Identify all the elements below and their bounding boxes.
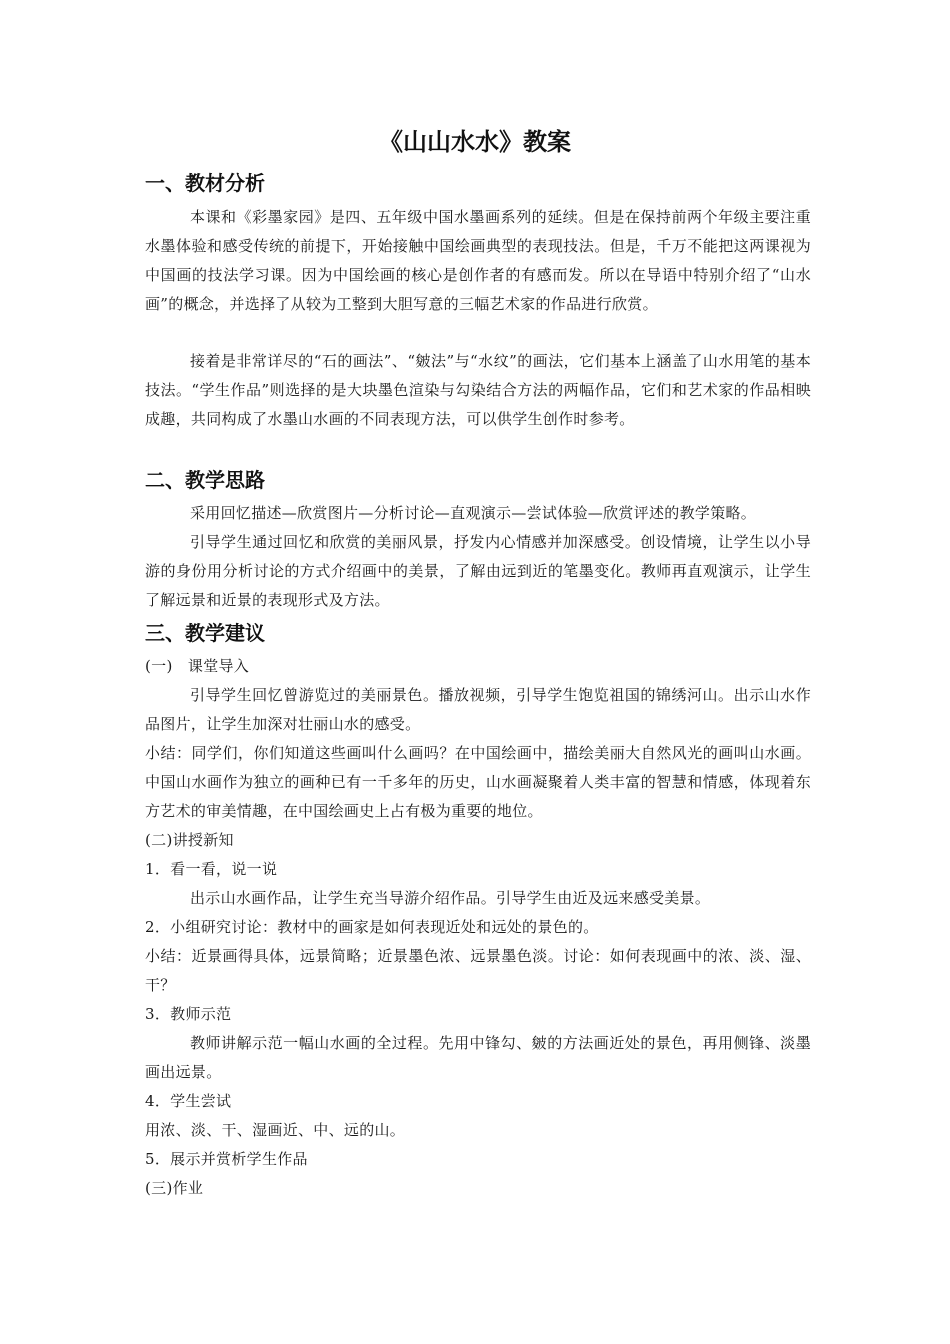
paragraph: 引导学生通过回忆和欣赏的美丽风景，抒发内心情感并加深感受。创设情境，让学生以小导游的身份用分析讨论的方式介绍画中的美景，了解由远到近的笔墨变化。教师再直观演示，让学生了解远景和近景的表现形式及方法。 xyxy=(145,533,811,609)
paragraph: 引导学生回忆曾游览过的美丽景色。播放视频，引导学生饱览祖国的锦绣河山。出示山水作品图片，让学生加深对壮丽山水的感受。 xyxy=(145,686,811,733)
list-item-text: 出示山水画作品，让学生充当导游介绍作品。引导学生由近及远来感受美景。 xyxy=(190,889,711,907)
subheading: (三)作业 xyxy=(145,1179,204,1197)
list-item: 4．学生尝试 xyxy=(145,1092,232,1110)
subheading: (一) 课堂导入 xyxy=(145,657,250,675)
summary-paragraph: 小结：近景画得具体，远景简略；近景墨色浓、远景墨色淡。讨论：如何表现画中的浓、淡、湿、干？ xyxy=(145,947,811,994)
list-item-text: 教师讲解示范一幅山水画的全过程。先用中锋勾、皴的方法画近处的景色，再用侧锋、淡墨画出远景。 xyxy=(145,1034,811,1081)
paragraph: 采用回忆描述—欣赏图片—分析讨论—直观演示—尝试体验—欣赏评述的教学策略。 xyxy=(190,504,757,522)
section-heading-3: 三、教学建议 xyxy=(145,621,265,645)
subheading: (二)讲授新知 xyxy=(145,831,234,849)
page-title: 《山山水水》教案 xyxy=(379,128,571,156)
section-heading-1: 一、教材分析 xyxy=(145,171,265,195)
list-item: 1．看一看，说一说 xyxy=(145,860,278,878)
list-item: 5．展示并赏析学生作品 xyxy=(145,1150,308,1168)
list-item-text: 用浓、淡、干、湿画近、中、远的山。 xyxy=(145,1121,406,1139)
paragraph: 接着是非常详尽的“石的画法”、“皴法”与“水纹”的画法，它们基本上涵盖了山水用笔的基本技法。“学生作品”则选择的是大块墨色渲染与勾染结合方法的两幅作品，它们和艺术家的作品相映成趣，共同构成了水墨山水画的不同表现方法，可以供学生创作时参考。 xyxy=(145,352,811,428)
list-item: 2．小组研究讨论：教材中的画家是如何表现近处和远处的景色的。 xyxy=(145,918,599,936)
list-item: 3．教师示范 xyxy=(145,1005,232,1023)
summary-paragraph: 小结：同学们，你们知道这些画叫什么画吗？在中国绘画中，描绘美丽大自然风光的画叫山水画。中国山水画作为独立的画种已有一千多年的历史，山水画凝聚着人类丰富的智慧和情感，体现着东方艺术的审美情趣，在中国绘画史上占有极为重要的地位。 xyxy=(145,744,811,820)
section-heading-2: 二、教学思路 xyxy=(145,468,265,492)
paragraph: 本课和《彩墨家园》是四、五年级中国水墨画系列的延续。但是在保持前两个年级主要注重水墨体验和感受传统的前提下，开始接触中国绘画典型的表现技法。但是，千万不能把这两课视为中国画的技法学习课。因为中国绘画的核心是创作者的有感而发。所以在导语中特别介绍了“山水画”的概念，并选择了从较为工整到大胆写意的三幅艺术家的作品进行欣赏。 xyxy=(145,208,811,313)
